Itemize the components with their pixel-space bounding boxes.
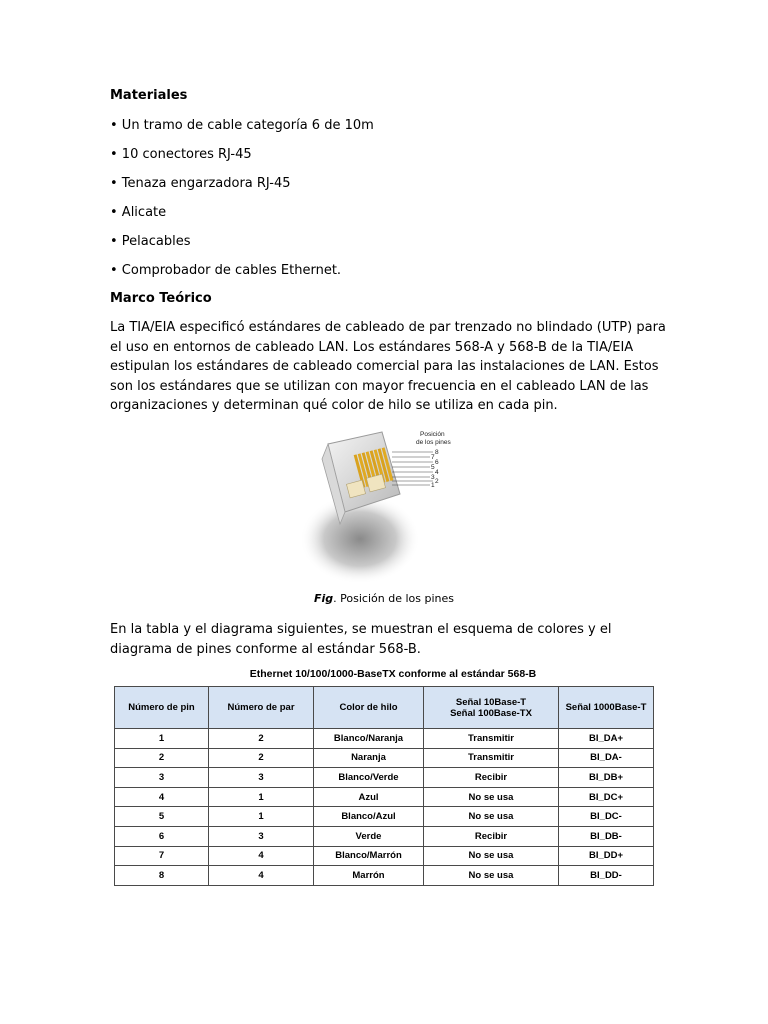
table-row: [115, 807, 654, 827]
table-cell: No se usa: [424, 787, 559, 807]
table-cell: Recibir: [424, 768, 559, 788]
table-cell: 2: [115, 748, 209, 768]
table-cell: BI_DB+: [559, 768, 654, 788]
pin-number: 1: [431, 482, 435, 489]
table-cell: No se usa: [424, 807, 559, 827]
materials-item: • Pelacables: [110, 234, 191, 249]
table-cell: 4: [209, 866, 314, 886]
table-cell: 4: [115, 787, 209, 807]
materials-item: • 10 conectores RJ-45: [110, 147, 252, 162]
table-cell: 3: [209, 826, 314, 846]
table-cell: Transmitir: [424, 748, 559, 768]
table-row: [115, 748, 654, 768]
table-cell: BI_DD+: [559, 846, 654, 866]
table-cell: BI_DC+: [559, 787, 654, 807]
table-cell: 4: [209, 846, 314, 866]
table-cell: BI_DC-: [559, 807, 654, 827]
table-cell: Azul: [314, 787, 424, 807]
column-header: Señal 10Base-T Señal 100Base-TX: [424, 687, 559, 729]
table-cell: Marrón: [314, 866, 424, 886]
materials-item: • Alicate: [110, 205, 167, 220]
table-row: [115, 826, 654, 846]
theory-paragraph: La TIA/EIA especificó estándares de cableado de par trenzado no blindado (UTP) para el uso en entornos de cableado LAN. Los estándares 568-A y 568-B de la TIA/EIA estipulan los estándares de cableado comercial para las instalaciones de LAN. Estos son los estándares que se utilizan con mayor frecuencia en el cableado LAN de las organizaciones y determinan qué color de hilo se utiliza en cada pin.: [110, 320, 666, 413]
table-cell: BI_DD-: [559, 866, 654, 886]
intro-paragraph: En la tabla y el diagrama siguientes, se muestran el esquema de colores y el diagrama de pines conforme al estándar 568-B.: [110, 622, 612, 657]
table-cell: 1: [115, 729, 209, 749]
table-row: [115, 787, 654, 807]
pin-number: 6: [435, 459, 439, 466]
table-title: Ethernet 10/100/1000-BaseTX conforme al estándar 568-B: [249, 668, 537, 680]
figure-caption: [0, 592, 768, 605]
table-cell: 2: [209, 729, 314, 749]
table-row: [115, 729, 654, 749]
table-cell: Blanco/Marrón: [314, 846, 424, 866]
pin-number: 2: [435, 478, 439, 485]
table-header-row: [115, 687, 654, 729]
table-cell: 7: [115, 846, 209, 866]
pin-position-label: de los pines: [416, 439, 451, 446]
pin-number: 3: [431, 474, 435, 481]
materials-item: • Comprobador de cables Ethernet.: [110, 263, 342, 278]
column-header: Color de hilo: [314, 687, 424, 729]
table-cell: No se usa: [424, 866, 559, 886]
table-cell: BI_DB-: [559, 826, 654, 846]
table-cell: BI_DA+: [559, 729, 654, 749]
table-cell: 3: [115, 768, 209, 788]
table-cell: BI_DA-: [559, 748, 654, 768]
table-cell: Blanco/Naranja: [314, 729, 424, 749]
rj45-connector-figure: [300, 424, 460, 584]
table-cell: 8: [115, 866, 209, 886]
pin-number: 8: [435, 449, 439, 456]
table-row: [115, 768, 654, 788]
column-header: Señal 1000Base-T: [559, 687, 654, 729]
table-cell: 1: [209, 807, 314, 827]
table-cell: Blanco/Verde: [314, 768, 424, 788]
pin-position-label: Posición: [420, 431, 445, 438]
pin-number: 4: [435, 469, 439, 476]
table-cell: Blanco/Azul: [314, 807, 424, 827]
pin-number: 7: [431, 454, 435, 461]
materials-item: • Tenaza engarzadora RJ-45: [110, 176, 291, 191]
figure-caption-text: . Posición de los pines: [333, 592, 454, 605]
column-header: Número de pin: [115, 687, 209, 729]
materials-item: • Un tramo de cable categoría 6 de 10m: [110, 118, 374, 133]
pinout-table: [114, 686, 654, 886]
table-cell: Naranja: [314, 748, 424, 768]
table-cell: 1: [209, 787, 314, 807]
materials-heading: Materiales: [110, 88, 188, 103]
table-row: [115, 846, 654, 866]
table-cell: 5: [115, 807, 209, 827]
column-header: Número de par: [209, 687, 314, 729]
table-row: [115, 866, 654, 886]
theory-heading: Marco Teórico: [110, 291, 212, 306]
table-cell: Transmitir: [424, 729, 559, 749]
pin-leader-lines: [392, 452, 433, 485]
pin-number: 5: [431, 464, 435, 471]
table-cell: No se usa: [424, 846, 559, 866]
table-cell: 6: [115, 826, 209, 846]
table-cell: 2: [209, 748, 314, 768]
table-cell: 3: [209, 768, 314, 788]
table-cell: Verde: [314, 826, 424, 846]
table-cell: Recibir: [424, 826, 559, 846]
figure-caption-prefix: Fig: [314, 592, 334, 605]
